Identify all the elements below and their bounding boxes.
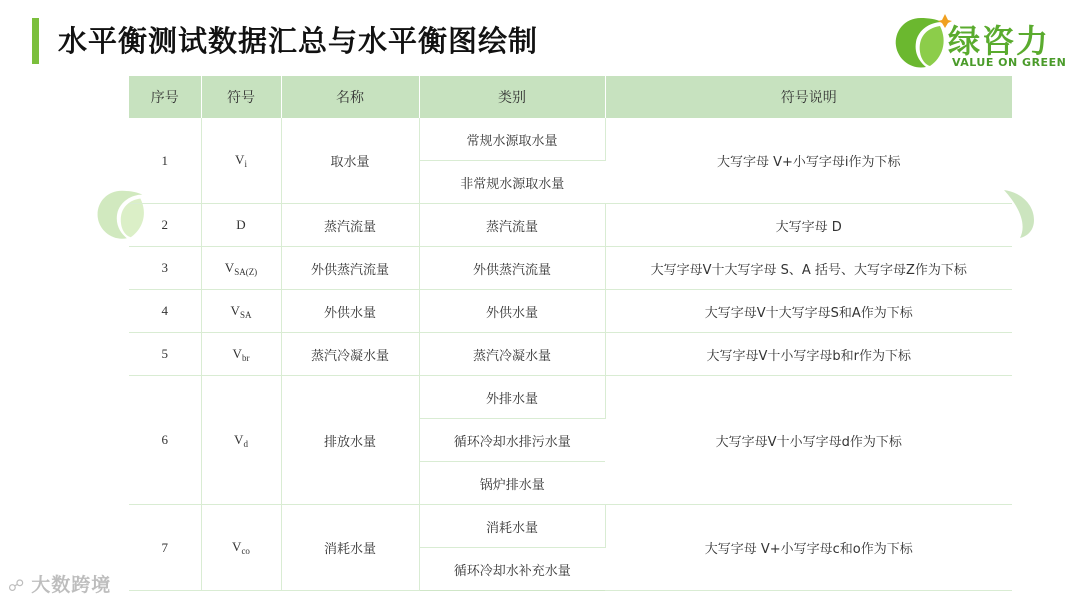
symbol-subscript: SA [239, 309, 252, 320]
symbol-main: D [236, 217, 246, 232]
symbol-subscript: SA(Z) [234, 266, 258, 277]
symbol-subscript: i [244, 159, 247, 169]
cell-desc: 大写字母V十大写字母S和A作为下标 [605, 290, 1012, 333]
col-header-seq: 序号 [129, 76, 201, 118]
watermark-logo-icon: ☍ [8, 576, 26, 595]
logo-name: 绿咨力 [948, 22, 1051, 60]
cell-seq: 6 [129, 376, 201, 505]
cell-category: 消耗水量 [419, 505, 605, 548]
table-header-row [129, 76, 1012, 118]
symbol-main: V [234, 431, 244, 447]
cell-seq: 2 [129, 204, 201, 247]
cell-category: 循环冷却水补充水量 [419, 548, 605, 591]
col-header-category: 类别 [419, 76, 605, 118]
symbol-main: V [232, 539, 242, 554]
cell-symbol [201, 376, 281, 505]
symbol-subscript: br [241, 352, 250, 363]
cell-seq: 7 [129, 505, 201, 591]
page-title: 水平衡测试数据汇总与水平衡图绘制 [58, 24, 539, 58]
cell-name: 外供蒸汽流量 [281, 247, 419, 290]
symbol-main: V [235, 152, 245, 167]
cell-desc: 大写字母V十小写字母d作为下标 [605, 376, 1012, 505]
cell-name: 排放水量 [281, 376, 419, 505]
cell-name: 取水量 [281, 118, 419, 204]
table-row [129, 118, 1012, 161]
cell-symbol [201, 290, 281, 333]
col-header-desc: 符号说明 [605, 76, 1012, 118]
cell-category: 外供水量 [419, 290, 605, 333]
cell-name: 消耗水量 [281, 505, 419, 591]
logo-tagline: VALUE ON GREEN [952, 56, 1067, 69]
cell-symbol [201, 505, 281, 591]
col-header-symbol: 符号 [201, 76, 281, 118]
cell-category: 常规水源取水量 [419, 118, 605, 161]
cell-name: 外供水量 [281, 290, 419, 333]
cell-desc: 大写字母V十小写字母b和r作为下标 [605, 333, 1012, 376]
title-accent-bar [32, 18, 39, 64]
cell-symbol [201, 333, 281, 376]
watermark-text: 大数跨境 [31, 574, 112, 596]
col-header-name: 名称 [281, 76, 419, 118]
cell-category: 蒸汽冷凝水量 [419, 333, 605, 376]
cell-seq: 5 [129, 333, 201, 376]
cell-category: 外供蒸汽流量 [419, 247, 605, 290]
cell-category: 外排水量 [419, 376, 605, 419]
cell-category: 锅炉排水量 [419, 462, 605, 505]
table-row [129, 204, 1012, 247]
cell-seq: 3 [129, 247, 201, 290]
cell-symbol [201, 247, 281, 290]
cell-name: 蒸汽冷凝水量 [281, 333, 419, 376]
cell-desc: 大写字母 V+小写字母c和o作为下标 [605, 505, 1012, 591]
cell-desc: 大写字母V十大写字母 S、A 括号、大写字母Z作为下标 [605, 247, 1012, 290]
leaf-logo-icon [890, 12, 952, 74]
symbol-main: V [230, 302, 240, 318]
cell-symbol [201, 118, 281, 204]
cell-category: 非常规水源取水量 [419, 161, 605, 204]
cell-category: 蒸汽流量 [419, 204, 605, 247]
symbol-main: V [232, 345, 242, 361]
symbol-subscript: d [243, 438, 248, 449]
symbol-main: V [224, 259, 235, 275]
cell-category: 循环冷却水排污水量 [419, 419, 605, 462]
cell-seq: 4 [129, 290, 201, 333]
water-balance-symbol-table [129, 76, 1012, 591]
cell-symbol [201, 204, 281, 247]
cell-desc: 大写字母 D [605, 204, 1012, 247]
cell-seq: 1 [129, 118, 201, 204]
table-row [129, 376, 1012, 419]
symbol-subscript: co [241, 546, 250, 556]
footer-watermark [8, 570, 111, 597]
table-row [129, 505, 1012, 548]
cell-name: 蒸汽流量 [281, 204, 419, 247]
table-row [129, 333, 1012, 376]
brand-logo [890, 12, 1070, 74]
cell-desc: 大写字母 V+小写字母i作为下标 [605, 118, 1012, 204]
table-row [129, 290, 1012, 333]
table-row [129, 247, 1012, 290]
